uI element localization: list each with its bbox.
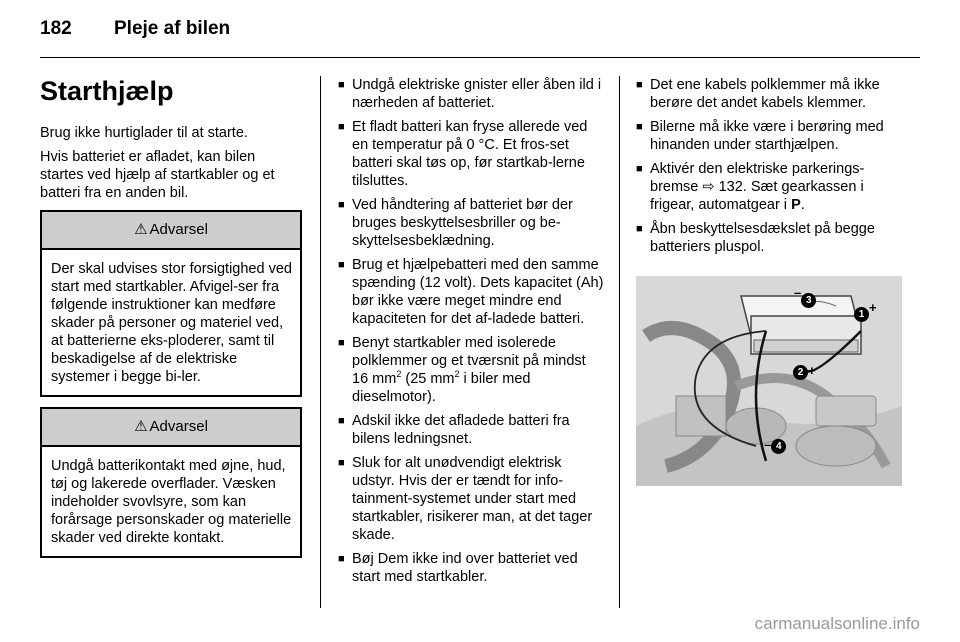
list-item: ■ Benyt startkabler med isolerede polklemmer og et tværsnit på mindst 16 $mm^2$ (25 $mm^2$ i biler med dieselmotor). bbox=[338, 334, 604, 406]
callout-4: – 4 bbox=[764, 436, 786, 454]
warning-triangle-icon: ⚠ bbox=[134, 221, 148, 238]
list-item: ■ Sluk for alt unødvendigt elektrisk udstyr. Hvis der er tændt for info-tainment-systemet under start med startkabler, risikerer man, at det tager skade. bbox=[338, 454, 604, 544]
jump-start-illustration bbox=[636, 276, 902, 486]
callout-1: 1 + bbox=[854, 304, 877, 322]
list-item: ■ Aktivér den elektriske parkerings-bremse ⇨ 132. Sæt gearkassen i frigear, automatgear i P. bbox=[636, 160, 902, 214]
list-item: ■ Undgå elektriske gnister eller åben ild i nærheden af batteriet. bbox=[338, 76, 604, 112]
list-item: ■ Det ene kabels polklemmer må ikke berøre det andet kabels klemmer. bbox=[636, 76, 902, 112]
page-header bbox=[40, 18, 230, 40]
header-rule bbox=[40, 57, 920, 58]
column-right bbox=[636, 76, 902, 486]
section-title: Pleje af bilen bbox=[114, 18, 231, 39]
page-reference[interactable]: 132 bbox=[718, 179, 743, 195]
column-divider bbox=[320, 76, 321, 608]
list-item: ■ Bøj Dem ikke ind over batteriet ved start med startkabler. bbox=[338, 550, 604, 586]
page-number: 182 bbox=[40, 18, 72, 39]
column-left bbox=[40, 76, 302, 558]
warning-text: Der skal udvises stor forsigtighed ved start med startkabler. Afvigel-ser fra følgende instruktioner kan medføre skader på personer og materiel ved, at batterierne eks-ploderer, samt til beskadigelse af de elektriske systemer i begge bi-ler. bbox=[51, 261, 292, 385]
list-item: ■ Åbn beskyttelsesdækslet på begge batteriers pluspol. bbox=[636, 220, 902, 256]
warning-label: Advarsel bbox=[149, 418, 208, 435]
warning-header bbox=[42, 409, 300, 447]
watermark: carmanualsonline.info bbox=[754, 614, 920, 633]
column-divider bbox=[619, 76, 620, 608]
warning-box bbox=[40, 210, 302, 397]
warning-box bbox=[40, 407, 302, 558]
warning-triangle-icon: ⚠ bbox=[134, 418, 148, 435]
list-item: ■ Ved håndtering af batteriet bør der bruges beskyttelsesbriller og be-skyttelsesbeklædning. bbox=[338, 196, 604, 250]
page-title: Starthjælp bbox=[40, 76, 174, 106]
paragraph: Brug ikke hurtiglader til at starte. bbox=[40, 125, 248, 141]
list-item: ■ Brug et hjælpebatteri med den samme spænding (12 volt). Dets kapacitet (Ah) bør ikke være meget mindre end kapaciteten for det af-ladede batteri. bbox=[338, 256, 604, 328]
warning-label: Advarsel bbox=[149, 221, 208, 238]
paragraph: Hvis batteriet er afladet, kan bilen startes ved hjælp af startkabler og et batteri fra en anden bil. bbox=[40, 149, 275, 201]
list-item: ■ Adskil ikke det afladede batteri fra bilens ledningsnet. bbox=[338, 412, 604, 448]
column-middle bbox=[338, 76, 604, 592]
warning-header bbox=[42, 212, 300, 250]
callout-3: –3 bbox=[794, 290, 816, 308]
warning-text: Undgå batterikontakt med øjne, hud, tøj og lakerede overflader. Væsken indeholder svovlsyre, som kan forårsage personskader og materielle skader ved direkte kontakt. bbox=[51, 458, 292, 546]
page-ref-arrow-icon: ⇨ bbox=[702, 179, 715, 195]
list-item: ■ Et fladt batteri kan fryse allerede ved en temperatur på 0 °C. Et fros-set batteri skal tøs op, før startkab-lerne tilsluttes. bbox=[338, 118, 604, 190]
callout-2: 2 + bbox=[793, 362, 816, 380]
list-item: ■ Bilerne må ikke være i berøring med hinanden under starthjælpen. bbox=[636, 118, 902, 154]
